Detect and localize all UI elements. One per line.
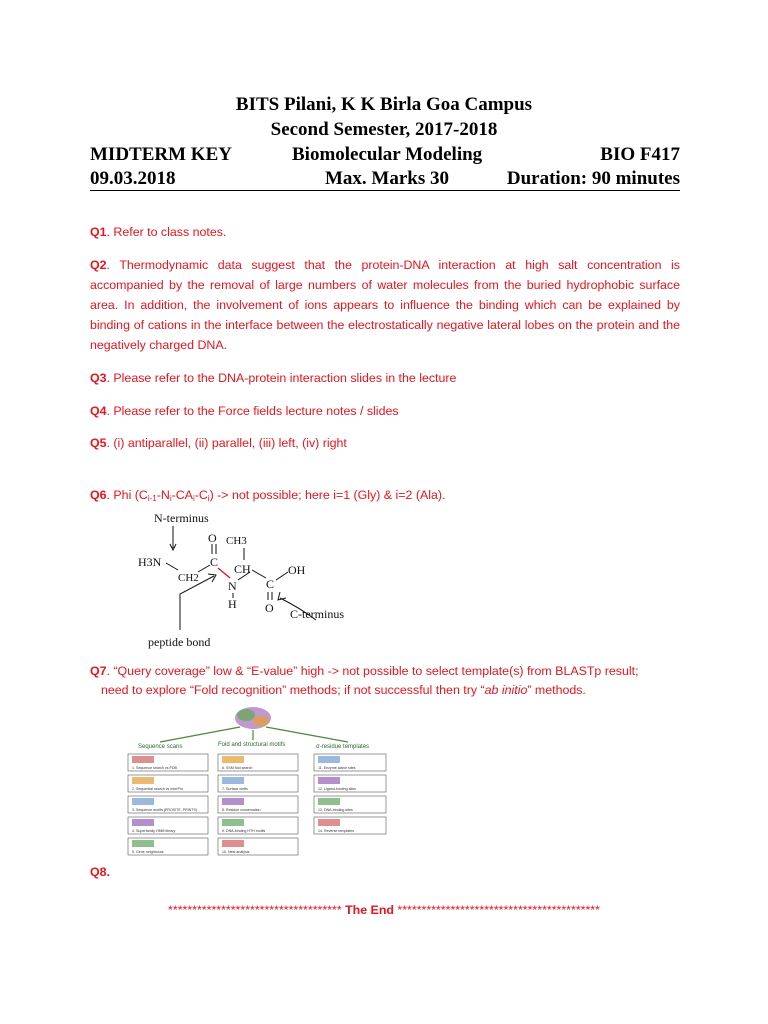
arrow-to-sequence-scans [160,727,240,742]
col-fold-motifs: Fold and structural motifs [218,742,286,748]
hydroxyl-group: OH [288,563,306,577]
protein-structure-image [235,707,271,729]
answer-q8 [90,862,680,882]
end-stars-left: ************************************ [168,903,342,917]
answer-q7 [90,661,680,681]
end-stars-right: ****************************************** [397,903,600,917]
q3-text: . Please refer to the DNA-protein interaction slides in the lecture [106,371,457,385]
q6-number: Q6 [90,488,107,502]
method-box-label: 12. Ligand-binding sites [318,787,356,791]
method-thumbnail [318,819,340,826]
carbonyl-oxygen-2: O [265,601,274,615]
method-thumbnail [318,798,340,805]
method-box-label: 10. Nest analysis [222,850,250,854]
q6-text-post: ) -> not possible; here i=1 (Gly) & i=2 (Ala). [209,488,446,502]
q6-text-pre: . Phi (C [106,488,148,502]
col-sequence-scans: Sequence scans [138,744,183,750]
bond-ch-c [252,570,266,578]
method-box-label: 11. Enzyme active sites [318,766,356,770]
q7-line2c: ” methods. [527,683,586,697]
method-thumbnail [222,756,244,763]
bond-ch2-c [198,565,210,572]
method-thumbnail [132,840,154,847]
q4-text: . Please refer to the Force fields lecture notes / slides [106,404,399,418]
exam-date: 09.03.2018 [90,168,176,189]
answer-q1 [90,222,680,242]
q6-sub-2: i [169,494,172,503]
exam-duration: Duration: 90 minutes [506,168,680,189]
q6-sub-4: i [207,494,210,503]
answer-q3 [90,368,680,388]
method-thumbnail [318,756,340,763]
q7-line2a: need to explore “Fold recognition” methods; if not successful then try “ [101,683,485,697]
q3-number: Q3 [90,371,107,385]
method-thumbnail [222,798,244,805]
n-terminus-label: N-terminus [154,511,209,525]
bond-c-oh [276,572,288,580]
method-box-label: 5. Gene neighbours [132,850,164,854]
q6-text-m1: -N [156,488,170,502]
method-thumbnail [222,819,244,826]
method-box-label: 4. Superfamily HMM library [132,829,176,833]
bond-n-ch2 [166,563,178,570]
c-terminus-label: C-terminus [290,607,344,621]
q1-number: Q1 [90,225,107,239]
method-box-label: 3. Sequence motifs (PROSITE, PRINTS) [132,808,198,812]
max-marks: Max. Marks 30 [325,168,450,189]
q5-text: . (i) antiparallel, (ii) parallel, (iii) left, (iv) right [106,436,347,450]
alpha-carbon: CH [234,562,251,576]
q5-number: Q5 [90,436,107,450]
dipeptide-structure-diagram [120,508,360,650]
amide-hydrogen: H [228,597,237,611]
answer-q4 [90,401,680,421]
q7-ab-initio: ab initio [484,683,528,697]
method-box-label: 1. Sequence search vs PDB [132,766,177,770]
method-box-label: 8. Residue conservation [222,808,261,812]
course-code: BIO F417 [600,144,680,165]
method-box-label: 14. Reverse templates [318,829,354,833]
figure-method-boxes [128,754,386,855]
q2-text: . Thermodynamic data suggest that the protein-DNA interaction at high salt concentration is accompanied by the removal of large numbers of water molecules from the buried hydrophobic surface area. In addition, the involvement of ions appears to influence the binding which can be explained by binding of cations in the interface between the electrostatically negative lateral lobes on the protein and the negatively charged DNA. [90,258,680,352]
peptide-bond-arrow [180,576,214,630]
method-box-label: 13. DNA-binding sites [318,808,353,812]
q2-number: Q2 [90,258,107,272]
arrow-to-residue-templates [266,727,348,742]
q8-number: Q8. [90,865,110,879]
peptide-bond-line [218,568,230,578]
ch2-group: CH2 [178,572,199,584]
method-box-label: 7. Surface clefts [222,787,248,791]
answer-q5 [90,433,680,453]
q7-line1: . “Query coverage” low & “E-value” high -> not possible to select template(s) from BLASTp result; [106,664,639,678]
peptide-bond-label: peptide bond [148,635,211,649]
q1-text: . Refer to class notes. [106,225,227,239]
course-name: Biomolecular Modeling [292,144,483,165]
q4-number: Q4 [90,404,107,418]
c-terminus-arrowhead [278,592,286,600]
exam-type: MIDTERM KEY [90,144,232,165]
semester-title: Second Semester, 2017-2018 [270,119,498,140]
end-text: The End [341,903,398,917]
q6-text-m3: -C [194,488,208,502]
method-thumbnail [132,798,154,805]
q6-sub-3: i [192,494,195,503]
amide-nitrogen: N [228,579,237,593]
carboxyl-carbon: C [266,577,275,591]
col-residue-templates: σ-residue templates [316,744,370,750]
h3n-group: H3N [138,555,162,569]
institution-title: BITS Pilani, K K Birla Goa Campus [235,94,533,115]
method-thumbnail [318,777,340,784]
method-thumbnail [222,840,244,847]
q7-number: Q7 [90,664,107,678]
method-thumbnail [132,756,154,763]
method-box-label: 9. DNA-binding HTH motifs [222,829,266,833]
answer-q6 [90,485,680,509]
answer-q7-continued [101,680,691,700]
q6-text-m2: -CA [171,488,193,502]
carbonyl-carbon: C [210,555,219,569]
end-of-key-line [0,903,768,917]
q6-sub-1: i-1 [147,494,157,503]
method-box-label: 2. Sequential search vs InterPro [132,787,184,791]
method-thumbnail [222,777,244,784]
carbonyl-oxygen-1: O [208,531,217,545]
template-search-figure [120,702,390,864]
method-box-label: 6. SSM fold search [222,766,253,770]
method-thumbnail [132,777,154,784]
ch3-group: CH3 [226,535,247,547]
answer-q2 [90,255,680,355]
method-thumbnail [132,819,154,826]
exam-meta-row [90,168,680,191]
